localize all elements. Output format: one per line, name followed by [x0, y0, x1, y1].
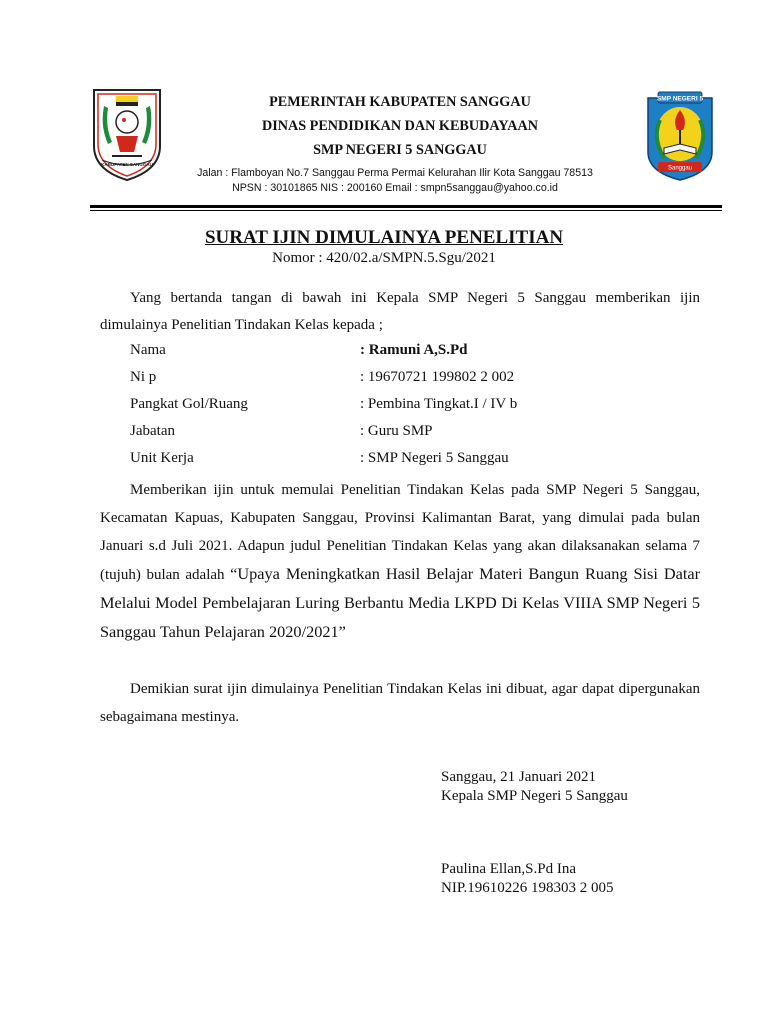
field-label: Unit Kerja: [130, 450, 194, 466]
field-label: Pangkat Gol/Ruang: [130, 396, 248, 412]
field-value: : Guru SMP: [360, 423, 433, 439]
signature-footer: [441, 860, 614, 898]
field-value: : SMP Negeri 5 Sanggau: [360, 450, 509, 466]
signatory-nip: NIP.19610226 198303 2 005: [441, 880, 614, 896]
letterhead-divider-thick: [90, 205, 722, 208]
letterhead-divider-thin: [90, 210, 722, 211]
place-date: Sanggau, 21 Januari 2021: [441, 769, 596, 785]
body-text: Memberikan ijin untuk memulai Penelitian Tindakan Kelas pada SMP Negeri 5 Sanggau, Kecamatan Kapuas, Kabupaten Sanggau, Provinsi Kalimantan Barat, yang dimulai pada bulan Januari s.d Juli 2021. Adapun judul Penelitian Tindakan Kelas yang akan dilaksanakan selama 7 (tujuh) bulan adalah: [100, 482, 700, 583]
research-title: “Upaya Meningkatkan Hasil Belajar Materi Bangun Ruang Sisi Datar Melalui Model Pembelajaran Luring Berbantu Media LKPD Di Kelas VIIIA SMP Negeri 5 Sanggau Tahun Pelajaran 2020/2021”: [100, 564, 700, 641]
letter-number: Nomor : 420/02.a/SMPN.5.Sgu/2021: [272, 250, 496, 266]
field-row-nip: [130, 369, 650, 389]
left-logo-text: KABUPATEN SANGGAU: [101, 162, 153, 167]
body-paragraph: [100, 476, 700, 647]
field-row-name: [130, 342, 650, 362]
field-row-unit: [130, 450, 650, 470]
school-address: Jalan : Flamboyan No.7 Sanggau Perma Permai Kelurahan Ilir Kota Sanggau 78513: [197, 167, 593, 179]
field-label: Ni p: [130, 369, 157, 385]
school-contact: NPSN : 30101865 NIS : 200160 Email : smpn5sanggau@yahoo.co.id: [232, 182, 558, 194]
field-value: : Ramuni A,S.Pd: [360, 342, 468, 358]
field-value: : Pembina Tingkat.I / IV b: [360, 396, 518, 412]
signatory-position: Kepala SMP Negeri 5 Sanggau: [441, 788, 628, 804]
letter-title: SURAT IJIN DIMULAINYA PENELITIAN: [204, 227, 564, 248]
field-row-position: [130, 423, 650, 443]
signatory-name: Paulina Ellan,S.Pd Ina: [441, 861, 576, 877]
field-row-rank: [130, 396, 650, 416]
letterhead: [170, 90, 630, 162]
department-name: DINAS PENDIDIKAN DAN KEBUDAYAAN: [261, 118, 539, 134]
right-logo-bottom-text: Sanggau: [667, 165, 693, 172]
government-name: PEMERINTAH KABUPATEN SANGGAU: [269, 94, 531, 110]
kabupaten-sanggau-logo: [90, 86, 164, 182]
closing-paragraph: Demikian surat ijin dimulainya Penelitian Tindakan Kelas ini dibuat, agar dapat dipergunakan sebagaimana mestinya.: [100, 681, 700, 725]
intro-paragraph: Yang bertanda tangan di bawah ini Kepala SMP Negeri 5 Sanggau memberikan ijin dimulainya Penelitian Tindakan Kelas kepada ;: [100, 290, 700, 333]
field-label: Nama: [130, 342, 166, 358]
field-value: : 19670721 199802 2 002: [360, 369, 515, 385]
smp-negeri-5-logo: [644, 90, 716, 182]
field-label: Jabatan: [130, 423, 175, 439]
school-name: SMP NEGERI 5 SANGGAU: [313, 142, 487, 158]
signature-header: [441, 768, 628, 806]
right-logo-text: SMP NEGERI 5: [656, 95, 704, 103]
